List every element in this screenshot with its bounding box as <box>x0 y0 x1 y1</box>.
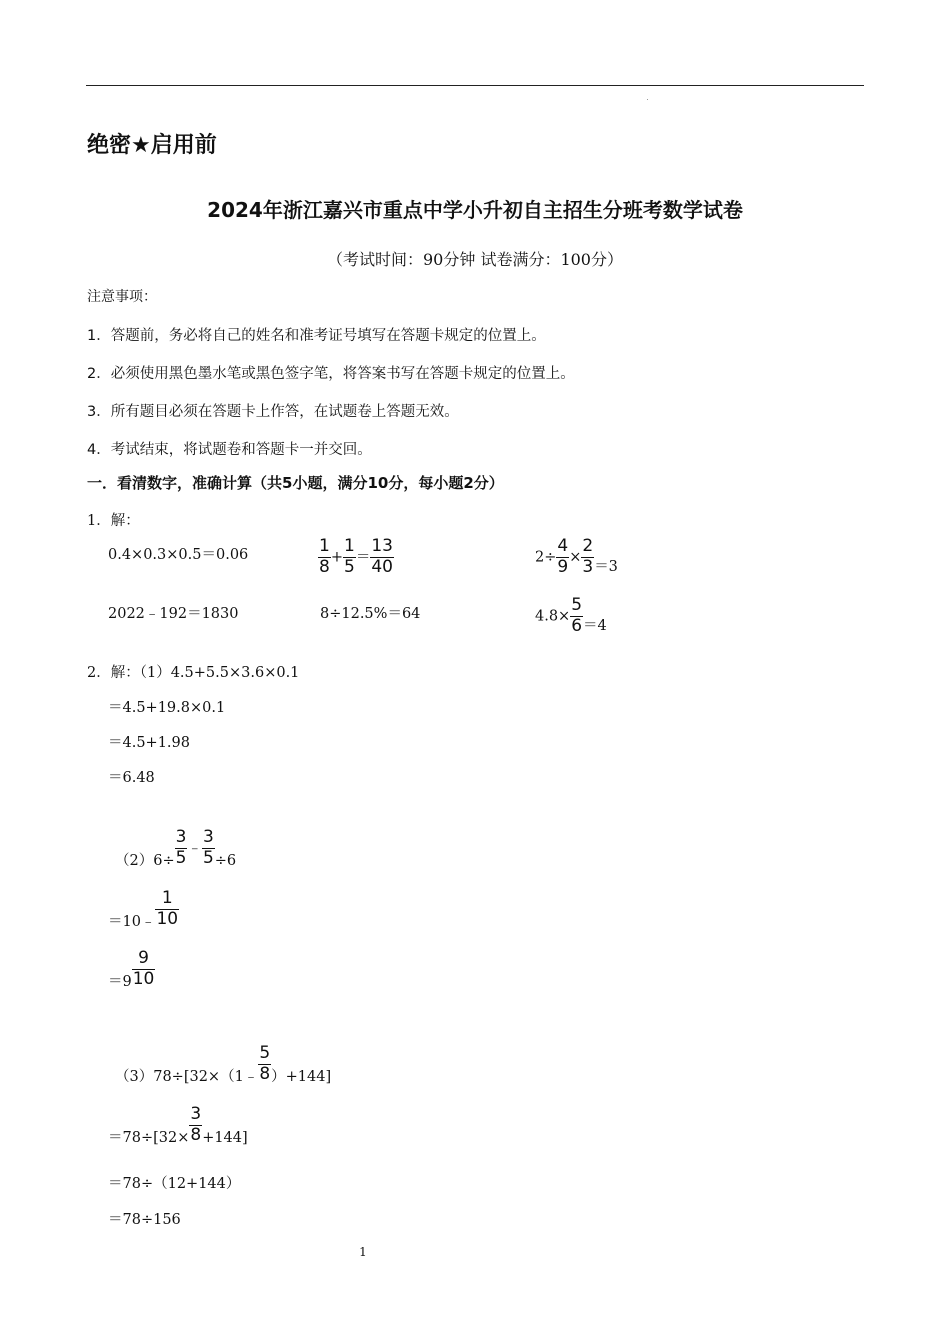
q2-line: 2．解：（1）4.5+5.5×3.6×0.1 <box>87 665 300 681</box>
fraction: $\frac{1}{8}$ <box>319 536 330 577</box>
fraction: $\frac{2}{3}$ <box>582 536 594 577</box>
note-item: 2．必须使用黑色墨水笔或黑色签字笔，将答案书写在答题卡规定的位置上。 <box>87 366 575 382</box>
note-item: 3．所有题目必须在答题卡上作答，在试题卷上答题无效。 <box>87 404 459 420</box>
fraction: $\frac{13}{40}$ <box>371 536 393 577</box>
q2-part3-line: ＝78÷[32× $\frac{3}{8}$ +144] <box>108 1104 248 1147</box>
fraction: $\frac{5}{6}$ <box>571 595 583 636</box>
page-number: 1 <box>359 1245 367 1259</box>
note-item: 1．答题前，务必将自己的姓名和准考证号填写在答题卡规定的位置上。 <box>87 328 546 344</box>
q1-calc-6: 4.8× $\frac{5}{6}$ ＝4 <box>535 595 607 636</box>
note-item: 4．考试结束，将试题卷和答题卡一并交回。 <box>87 442 372 458</box>
q2-part3-line: （3）78÷[32×（1﹣ $\frac{5}{8}$ ）+144] <box>115 1043 332 1086</box>
scan-speck <box>647 99 648 100</box>
fraction: $\frac{1}{5}$ <box>343 536 355 577</box>
q2-part2-line: ＝10﹣ $\frac{1}{10}$ <box>108 888 179 931</box>
q1-calc-2: $\frac{1}{8}$ + $\frac{1}{5}$ ＝ $\frac{13}{40}$ <box>319 536 393 577</box>
q1-calc-1: 0.4×0.3×0.5＝0.06 <box>108 547 249 563</box>
fraction: $\frac{9}{10}$ <box>132 948 155 989</box>
q1-calc-3: 2÷ $\frac{4}{9}$ × $\frac{2}{3}$ ＝3 <box>535 536 618 577</box>
header-rule <box>86 85 864 86</box>
q2-line: ＝6.48 <box>108 770 155 786</box>
q1-calc-4: 2022﹣192＝1830 <box>108 606 239 622</box>
exam-title: 2024年浙江嘉兴市重点中学小升初自主招生分班考数学试卷 <box>207 198 743 222</box>
notes-heading: 注意事项： <box>87 289 157 305</box>
fraction: $\frac{5}{8}$ <box>259 1043 271 1084</box>
secret-label: 绝密★启用前 <box>87 133 217 158</box>
exam-subtitle: （考试时间：90分钟 试卷满分：100分） <box>327 250 623 269</box>
q2-part3-line: ＝78÷156 <box>108 1212 181 1228</box>
q2-line: ＝4.5+1.98 <box>108 735 190 751</box>
q2-label: 2．解： <box>87 665 140 681</box>
fraction: $\frac{4}{9}$ <box>557 536 569 577</box>
q1-calc-5: 8÷12.5%＝64 <box>320 606 421 622</box>
fraction: $\frac{3}{8}$ <box>190 1104 202 1145</box>
section-heading: 一．看清数字，准确计算（共5小题，满分10分，每小题2分） <box>87 474 504 492</box>
q1-label: 1．解： <box>87 513 140 529</box>
q2-line: ＝4.5+19.8×0.1 <box>108 700 226 716</box>
fraction: $\frac{1}{10}$ <box>156 888 179 929</box>
q2-part2-line: （2）6÷ $\frac{3}{5}$ ﹣ $\frac{3}{5}$ ÷6 <box>115 827 237 870</box>
fraction: $\frac{3}{5}$ <box>202 827 214 868</box>
q2-part3-line: ＝78÷（12+144） <box>108 1176 241 1192</box>
fraction: $\frac{3}{5}$ <box>175 827 187 868</box>
q2-part2-line: ＝9 $\frac{9}{10}$ <box>108 948 155 991</box>
